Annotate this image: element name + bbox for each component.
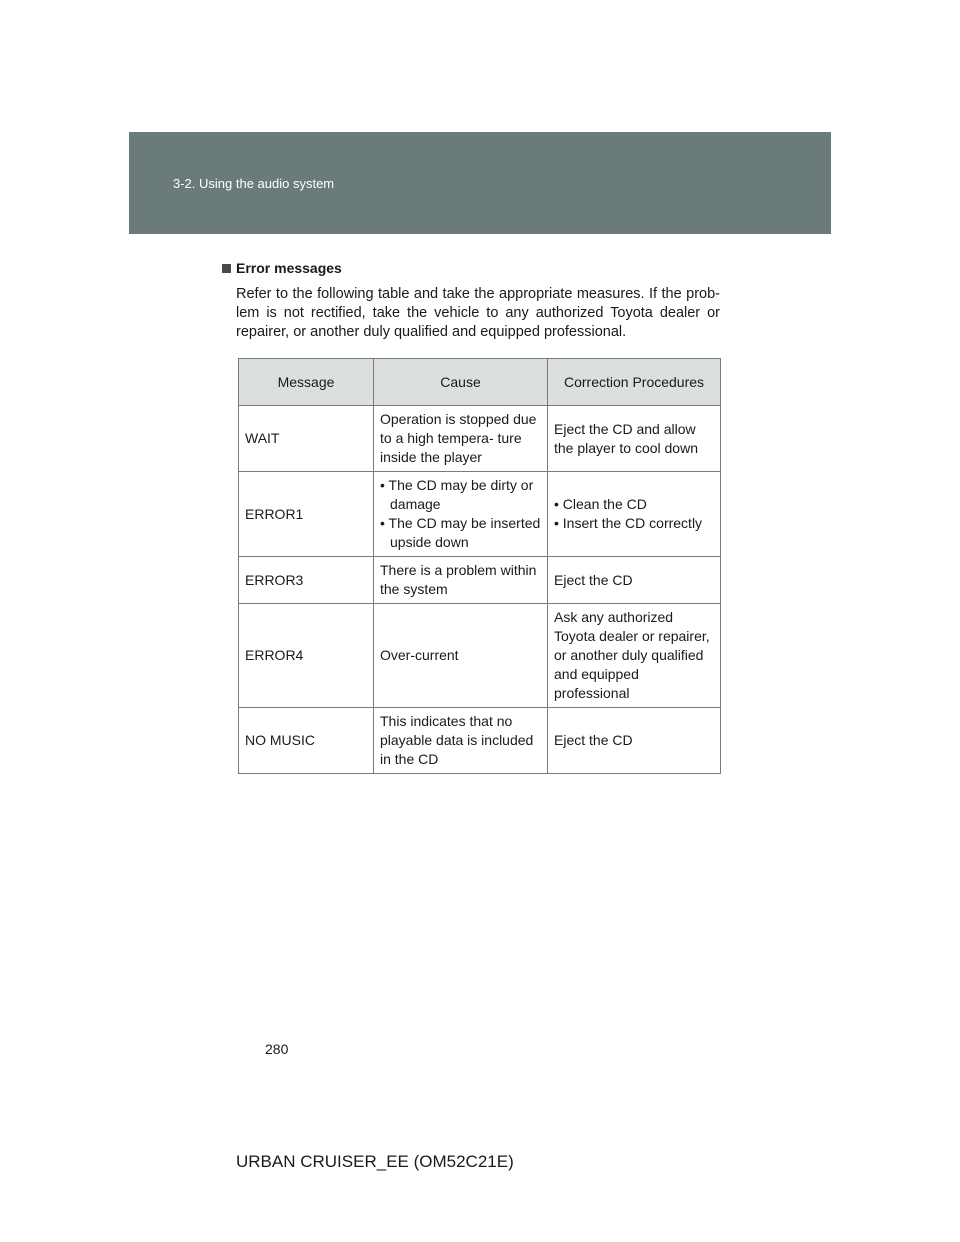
correction-cell xyxy=(548,472,721,557)
square-bullet-icon xyxy=(222,264,231,273)
correction-bullet: • Insert the CD correctly xyxy=(554,515,703,531)
section-heading xyxy=(222,260,342,276)
message-cell: ERROR3 xyxy=(239,557,374,604)
header-cause: Cause xyxy=(374,359,548,406)
header-band xyxy=(129,132,831,234)
message-cell: NO MUSIC xyxy=(239,708,374,774)
intro-paragraph: Refer to the following table and take the appropriate measures. If the prob- lem is not rectified, take the vehicle to any authorized Toyota dealer or repairer, or another duly qualified and equipped professional. xyxy=(236,286,720,340)
cause-cell xyxy=(374,472,548,557)
footer-model-code: URBAN CRUISER_EE (OM52C21E) xyxy=(236,1152,514,1171)
header-correction: Correction Procedures xyxy=(548,359,721,406)
cause-cell: This indicates that no playable data is included in the CD xyxy=(374,708,548,774)
table-row xyxy=(239,557,721,604)
message-cell: ERROR1 xyxy=(239,472,374,557)
correction-cell: Ask any authorized Toyota dealer or repairer, or another duly qualified and equipped professional xyxy=(548,604,721,708)
cause-bullet: • The CD may be inserted upside down xyxy=(380,515,541,550)
message-cell: ERROR4 xyxy=(239,604,374,708)
table-row xyxy=(239,708,721,774)
correction-cell: Eject the CD xyxy=(548,708,721,774)
correction-bullet: • Clean the CD xyxy=(554,496,647,512)
cause-cell: Operation is stopped due to a high tempera- ture inside the player xyxy=(374,406,548,472)
table-row xyxy=(239,472,721,557)
message-cell: WAIT xyxy=(239,406,374,472)
cause-cell: There is a problem within the system xyxy=(374,557,548,604)
table-header-row xyxy=(239,359,721,406)
cause-cell: Over-current xyxy=(374,604,548,708)
error-messages-table xyxy=(238,358,721,774)
table-row xyxy=(239,604,721,708)
correction-cell: Eject the CD and allow the player to cool down xyxy=(548,406,721,472)
section-heading-text: Error messages xyxy=(236,260,342,276)
correction-cell: Eject the CD xyxy=(548,557,721,604)
table-row xyxy=(239,406,721,472)
header-message: Message xyxy=(239,359,374,406)
cause-bullet: • The CD may be dirty or damage xyxy=(380,477,534,512)
section-breadcrumb: 3-2. Using the audio system xyxy=(173,176,335,191)
page-number: 280 xyxy=(265,1041,289,1057)
